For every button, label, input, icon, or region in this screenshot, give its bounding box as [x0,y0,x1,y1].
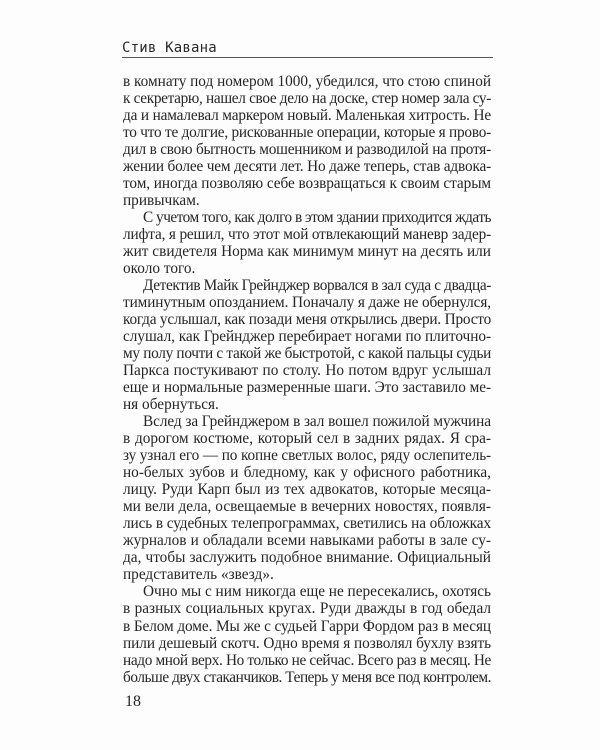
text-line: лифта, я решил, что этот мой отвлекающий маневр задер- [123,226,491,244]
text-line: то что те долгие, рискованные операции, которые я прово- [123,124,491,142]
text-line: когда услышал, как позади меня открылись двери. Просто [123,311,491,329]
text-line: С учетом того, как долго в этом здании приходится ждать [143,209,491,227]
text-line: но-белых зубов и бледному, как у офисного работника, [123,464,491,482]
paragraph [123,209,491,277]
text-line: больше двух стаканчиков. Теперь у меня все под контролем. [123,668,491,686]
text-line: слушал, как Грейнджер перебирает ногами по плиточно- [123,328,492,346]
text-line: пили дешевый скотч. Одно время я позволял бухлу взять [123,634,491,652]
body-text [123,73,491,686]
paragraph [123,583,491,685]
text-line: в дорогом костюме, который сел в задних рядах. Я сра- [123,430,491,448]
paragraph [123,413,491,583]
text-line: лись в судебных телепрограммах, светились на обложках [123,515,492,533]
text-line: лицу. Руди Карп был из тех адвокатов, которые месяца- [123,481,491,499]
text-line: еще и нормальные размеренные шаги. Это заставило ме- [123,379,491,397]
text-line: надо мной верх. Но только не сейчас. Всего раз в месяц. Не [123,651,491,669]
running-head-author: Стив Кавана [122,40,217,56]
text-line: тиминутным опозданием. Поначалу я даже не обернулся, [123,294,491,312]
text-line: в разных социальных кругах. Руди дважды в год обедал [123,600,491,618]
text-line: да и намалевал маркером новый. Маленькая хитрость. Не [123,107,491,125]
paragraph [123,73,491,209]
text-line: Очно мы с ним никогда еще не пересекались, охотясь [143,583,491,601]
text-line: представитель «звезд». [123,566,274,584]
text-line: журналов и обладали всеми навыками работы в зале су- [123,532,491,550]
text-line: Вслед за Грейнджером в зал вошел пожилой мужчина [143,413,491,431]
text-line: Детектив Майк Грейнджер ворвался в зал суда с двадца- [143,277,491,295]
text-line: в Белом доме. Мы же с судьей Гарри Фордом раз в месяц [123,617,492,635]
text-line: жит свидетеля Норма как минимум минут на десять или [123,243,491,261]
page-number: 18 [125,693,141,710]
text-line: дил в свою бытность мошенником и разводилой на протя- [123,141,491,159]
text-line: му полу почти с такой же быстротой, с какой пальцы судьи [123,345,492,363]
text-line: привычкам. [123,192,200,210]
text-line: том, иногда позволяю себе возвращаться к своим старым [123,175,492,193]
paragraph [123,277,491,413]
text-line: ми вели дела, освещаемые в вечерних новостях, появля- [123,498,491,516]
text-line: зу узнал его — по копне светлых волос, ряду ослепитель- [123,447,491,465]
text-line: жении более чем десяти лет. Но даже теперь, став адвока- [123,158,492,176]
text-line: в комнату под номером 1000, убедился, что стою спиной [123,73,491,90]
text-line: да, чтобы заслужить подобное внимание. Официальный [123,549,491,567]
text-line: ня обернуться. [123,396,219,414]
text-line: Паркса постукивают по столу. Но потом вдруг услышал [123,362,491,380]
text-line: к секретарю, нашел свое дело на доске, стер номер зала су- [123,90,492,108]
text-line: около того. [123,260,196,278]
header-rule [122,57,493,58]
